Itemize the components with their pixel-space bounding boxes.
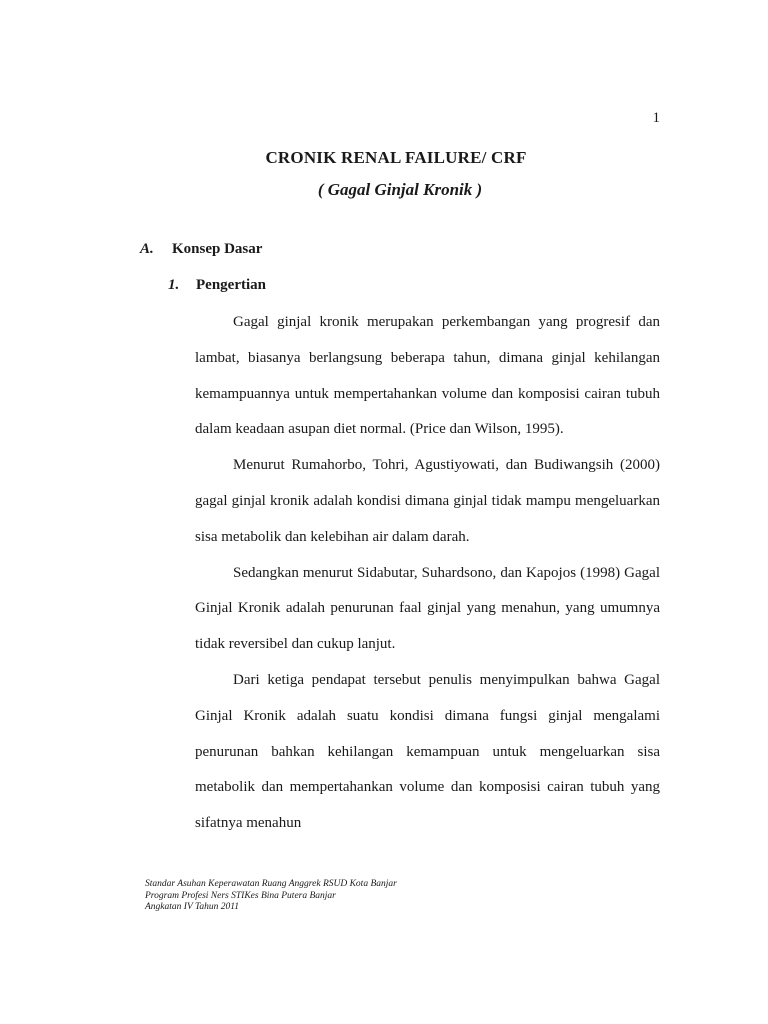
footer-line: Angkatan IV Tahun 2011 xyxy=(145,902,240,912)
section-label: Konsep Dasar xyxy=(172,241,263,257)
section-heading xyxy=(140,241,262,258)
footer-line: Program Profesi Ners STIKes Bina Putera Banjar xyxy=(145,890,336,901)
page-number: 1 xyxy=(652,110,660,126)
paragraph: Gagal ginjal kronik merupakan perkembangan yang progresif dan lambat, biasanya berlangsung beberapa tahun, dimana ginjal kehilangan kemampuannya untuk mempertahankan volume dan komposisi cairan tubuh dalam keadaan asupan diet normal. (Price dan Wilson, 1995). xyxy=(195,314,660,438)
subsection-label: Pengertian xyxy=(196,277,266,293)
paragraph: Menurut Rumahorbo, Tohri, Agustiyowati, dan Budiwangsih (2000) gagal ginjal kronik adalah kondisi dimana ginjal tidak mampu mengeluarkan sisa metabolik dan kelebihan air dalam darah. xyxy=(195,457,660,545)
document-title: CRONIK RENAL FAILURE/ CRF xyxy=(265,148,527,167)
paragraph: Dari ketiga pendapat tersebut penulis menyimpulkan bahwa Gagal Ginjal Kronik adalah suatu kondisi dimana fungsi ginjal mengalami penurunan bahkan kehilangan kemampuan untuk mengeluarkan sisa metabolik dan mempertahankan volume dan komposisi cairan tubuh yang sifatnya menahun xyxy=(195,671,660,832)
footer-line: Standar Asuhan Keperawatan Ruang Anggrek RSUD Kota Banjar xyxy=(145,879,397,889)
subsection-heading xyxy=(168,277,266,294)
body-text xyxy=(195,305,660,842)
document-subtitle: ( Gagal Ginjal Kronik ) xyxy=(317,180,483,199)
page-footer xyxy=(145,879,397,914)
paragraph: Sedangkan menurut Sidabutar, Suhardsono, dan Kapojos (1998) Gagal Ginjal Kronik adalah penurunan faal ginjal yang menahun, yang umumnya tidak reversibel dan cukup lanjut. xyxy=(195,564,660,653)
section-marker: A. xyxy=(140,241,154,257)
subsection-marker: 1. xyxy=(168,277,180,293)
